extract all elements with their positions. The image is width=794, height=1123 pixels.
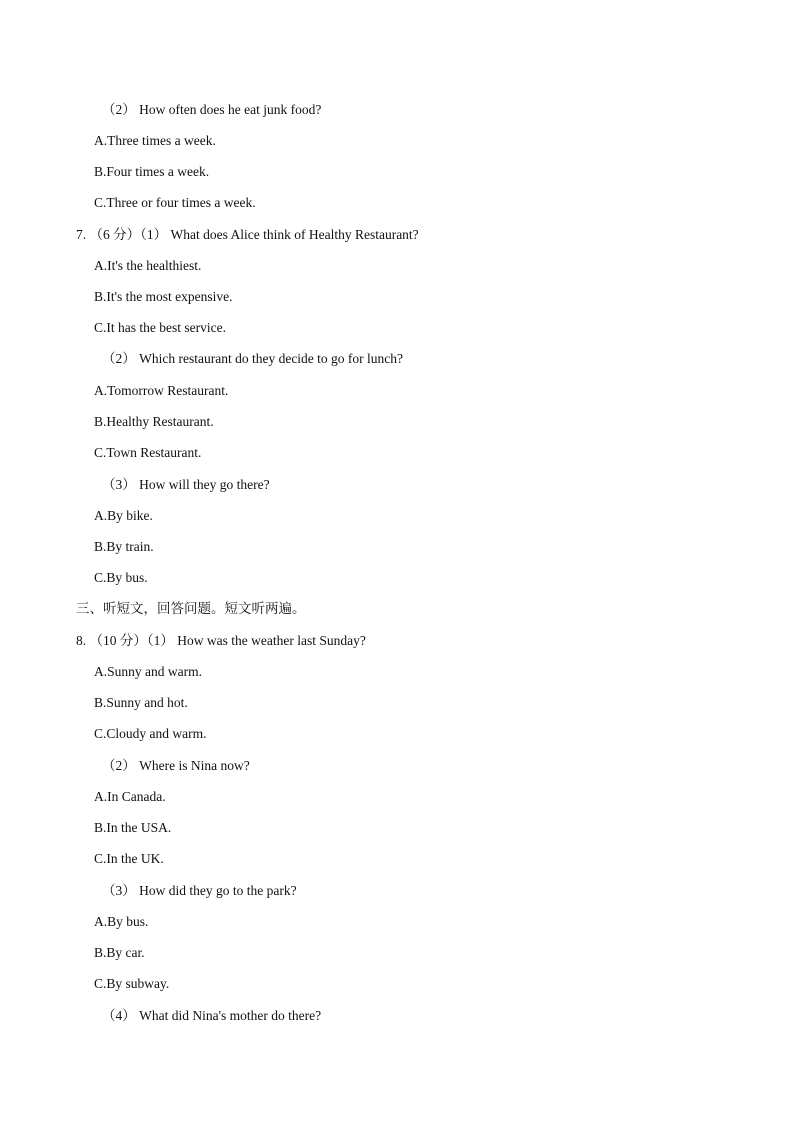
- section-3-title: 三、听短文，回答问题。短文听两遍。: [76, 601, 306, 616]
- q8-sub1-option-c: C.Cloudy and warm.: [94, 726, 207, 741]
- q8-sub3-option-a: A.By bus.: [94, 914, 149, 929]
- q8-sub2-prompt: （2） Where is Nina now?: [102, 758, 250, 773]
- q8-sub2-option-c: C.In the UK.: [94, 851, 164, 866]
- q7-header: 7. （6 分）（1） What does Alice think of Healthy Restaurant?: [76, 227, 419, 242]
- q7-sub3-prompt: （3） How will they go there?: [102, 477, 270, 492]
- q7-sub2-option-b: B.Healthy Restaurant.: [94, 414, 214, 429]
- q8-sub2-option-a: A.In Canada.: [94, 789, 166, 804]
- q7-sub2-option-c: C.Town Restaurant.: [94, 445, 202, 460]
- q8-header: 8. （10 分）（1） How was the weather last Sunday?: [76, 633, 366, 648]
- q8-sub2-option-b: B.In the USA.: [94, 820, 172, 835]
- q6-sub2-option-c: C.Three or four times a week.: [94, 195, 256, 210]
- q7-sub2-prompt: （2） Which restaurant do they decide to go for lunch?: [102, 351, 404, 366]
- q7-sub2-option-a: A.Tomorrow Restaurant.: [94, 383, 229, 398]
- q8-sub3-option-c: C.By subway.: [94, 976, 170, 991]
- q7-sub1-option-b: B.It's the most expensive.: [94, 289, 233, 304]
- q6-sub2-prompt: （2） How often does he eat junk food?: [102, 102, 322, 117]
- q8-sub1-option-a: A.Sunny and warm.: [94, 664, 202, 679]
- q6-sub2-option-a: A.Three times a week.: [94, 133, 216, 148]
- q8-sub3-option-b: B.By car.: [94, 945, 145, 960]
- q7-sub1-option-a: A.It's the healthiest.: [94, 258, 202, 273]
- q7-sub3-option-a: A.By bike.: [94, 508, 153, 523]
- q7-sub3-option-b: B.By train.: [94, 539, 154, 554]
- q6-sub2-option-b: B.Four times a week.: [94, 164, 210, 179]
- q8-sub3-prompt: （3） How did they go to the park?: [102, 883, 297, 898]
- q7-sub3-option-c: C.By bus.: [94, 570, 148, 585]
- q7-sub1-option-c: C.It has the best service.: [94, 320, 226, 335]
- q8-sub4-prompt: （4） What did Nina's mother do there?: [102, 1008, 322, 1023]
- q8-sub1-option-b: B.Sunny and hot.: [94, 695, 188, 710]
